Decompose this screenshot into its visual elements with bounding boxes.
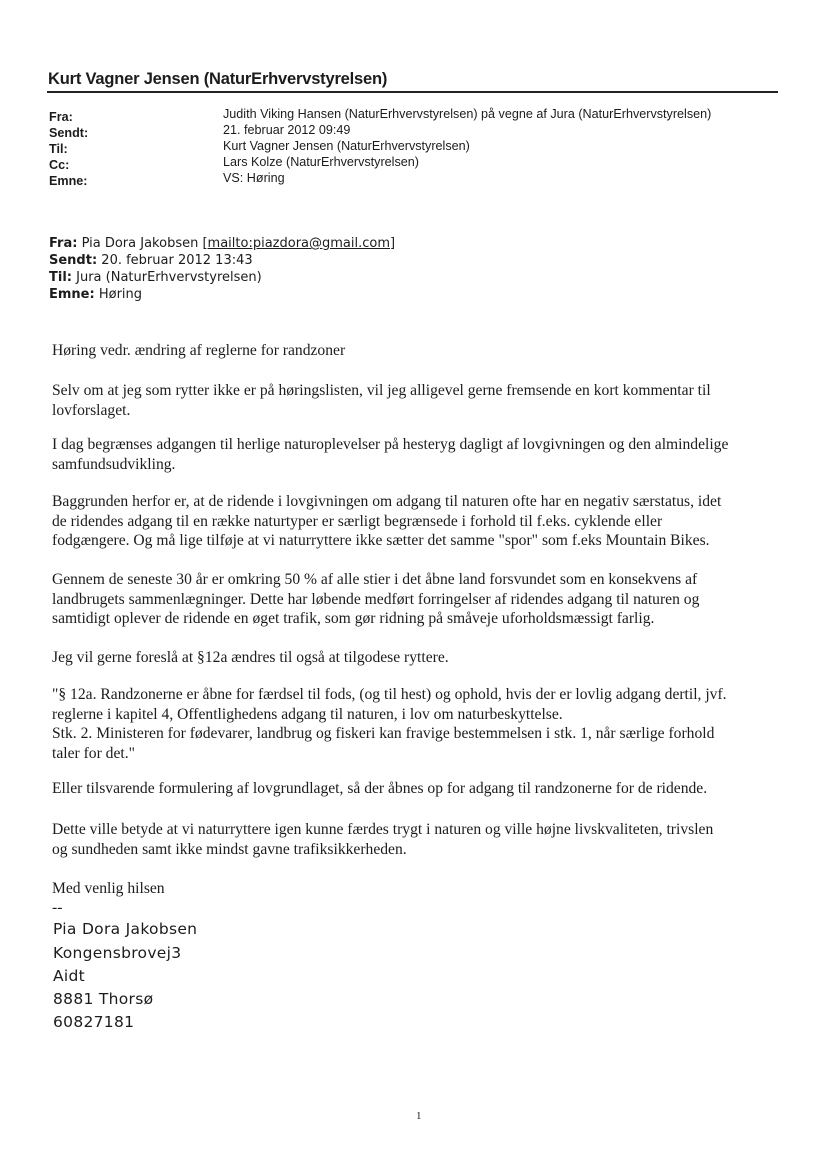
forwarded-subject: [49, 287, 142, 302]
signature-city: 8881 Thorsø: [53, 990, 154, 1008]
closing-greeting: Med venlig hilsen: [52, 880, 165, 897]
forwarded-sent-value: 20. februar 2012 13:43: [101, 253, 253, 268]
cc-label: Cc:: [49, 158, 70, 172]
paragraph-background: [52, 492, 787, 551]
signature-separator: --: [52, 899, 63, 916]
paragraph-line: "§ 12a. Randzonerne er åbne for færdsel til fods, (og til hest) og ophold, hvis der er lovlig adgang dertil, jvf.: [52, 686, 727, 703]
forwarded-to-label: Til:: [49, 270, 72, 285]
forwarded-from: [49, 236, 395, 251]
paragraph-alternative: Eller tilsvarende formulering af lovgrundlaget, så der åbnes op for adgang til randzonerne for de ridende.: [52, 780, 708, 797]
subject-label: Emne:: [49, 174, 88, 188]
signature-area: Aidt: [53, 967, 86, 985]
paragraph-line: Gennem de seneste 30 år er omkring 50 % af alle stier i det åbne land forsvundet som en konsekvens af: [52, 571, 698, 588]
paragraph-line: fodgængere. Og må lige tilføje at vi naturryttere ikke sætter det samme "spor" som f.eks Mountain Bikes.: [52, 532, 710, 549]
paragraph-paths: [52, 570, 787, 629]
paragraph-law-text: [52, 685, 787, 763]
forwarded-sent-label: Sendt:: [49, 253, 98, 268]
subject-paragraph: Høring vedr. ændring af reglerne for randzoner: [52, 342, 346, 359]
sent-label: Sendt:: [49, 126, 89, 140]
forwarded-to: [49, 270, 262, 285]
signature-phone: 60827181: [53, 1013, 135, 1031]
forwarded-to-value: Jura (NaturErhvervstyrelsen): [76, 270, 262, 285]
from-value: Judith Viking Hansen (NaturErhvervstyrelsen) på vegne af Jura (NaturErhvervstyrelsen): [223, 107, 712, 121]
paragraph-line: I dag begrænses adgangen til herlige naturoplevelser på hesteryg dagligt af lovgivningen og den almindelige: [52, 436, 729, 453]
cc-value: Lars Kolze (NaturErhvervstyrelsen): [223, 155, 419, 169]
forwarded-from-label: Fra:: [49, 236, 78, 251]
forwarded-subject-label: Emne:: [49, 287, 95, 302]
forwarded-subject-value: Høring: [98, 287, 143, 302]
paragraph-line: samfundsudvikling.: [52, 455, 176, 473]
paragraph-line: landbrugets sammenlægninger. Dette har løbende medført forringelser af ridendes adgang til naturen og: [52, 590, 700, 608]
signature-street: Kongensbrovej3: [53, 944, 182, 962]
to-value: Kurt Vagner Jensen (NaturErhvervstyrelsen): [223, 139, 470, 153]
paragraph-line: Baggrunden herfor er, at de ridende i lovgivningen om adgang til naturen ofte har en negativ særstatus, idet: [52, 493, 722, 510]
forwarded-from-name: Pia Dora Jakobsen: [81, 236, 199, 251]
to-label: Til:: [49, 142, 68, 156]
paragraph-line: reglerne i kapitel 4, Offentlighedens adgang til naturen, i lov om naturbeskyttelse.: [52, 705, 563, 723]
paragraph-line: og sundheden samt ikke mindst gavne trafiksikkerheden.: [52, 840, 407, 858]
paragraph-benefits: [52, 820, 787, 859]
page-number: 1: [416, 1110, 422, 1122]
paragraph-intro: [52, 381, 787, 420]
paragraph-access: [52, 435, 787, 474]
paragraph-line: samtidigt oplever de ridende en øget trafik, som gør ridning på småveje uforholdsmæssigt farlig.: [52, 610, 655, 627]
paragraph-proposal: Jeg vil gerne foreslå at §12a ændres til også at tilgodese ryttere.: [52, 649, 449, 666]
paragraph-line: lovforslaget.: [52, 401, 131, 419]
title-divider: [47, 91, 778, 93]
signature-name: Pia Dora Jakobsen: [53, 920, 198, 938]
subject-value: VS: Høring: [223, 171, 285, 185]
paragraph-line: taler for det.": [52, 744, 135, 762]
mailto-link[interactable]: [mailto:piazdora@gmail.com]: [202, 236, 396, 251]
page-title: Kurt Vagner Jensen (NaturErhvervstyrelsen): [48, 70, 388, 88]
paragraph-line: Selv om at jeg som rytter ikke er på høringslisten, vil jeg alligevel gerne fremsende en kort kommentar til: [52, 382, 711, 399]
paragraph-line: de ridendes adgang til en række naturtyper er særligt begrænsede i forhold til f.eks. cyklende eller: [52, 512, 663, 530]
paragraph-line: Stk. 2. Ministeren for fødevarer, landbrug og fiskeri kan fravige bestemmelsen i stk. 1, når særlige forhold: [52, 725, 715, 742]
sent-value: 21. februar 2012 09:49: [223, 123, 351, 137]
paragraph-line: Dette ville betyde at vi naturryttere igen kunne færdes trygt i naturen og ville højne livskvaliteten, trivslen: [52, 821, 714, 838]
from-label: Fra:: [49, 110, 73, 124]
forwarded-sent: [49, 253, 253, 268]
